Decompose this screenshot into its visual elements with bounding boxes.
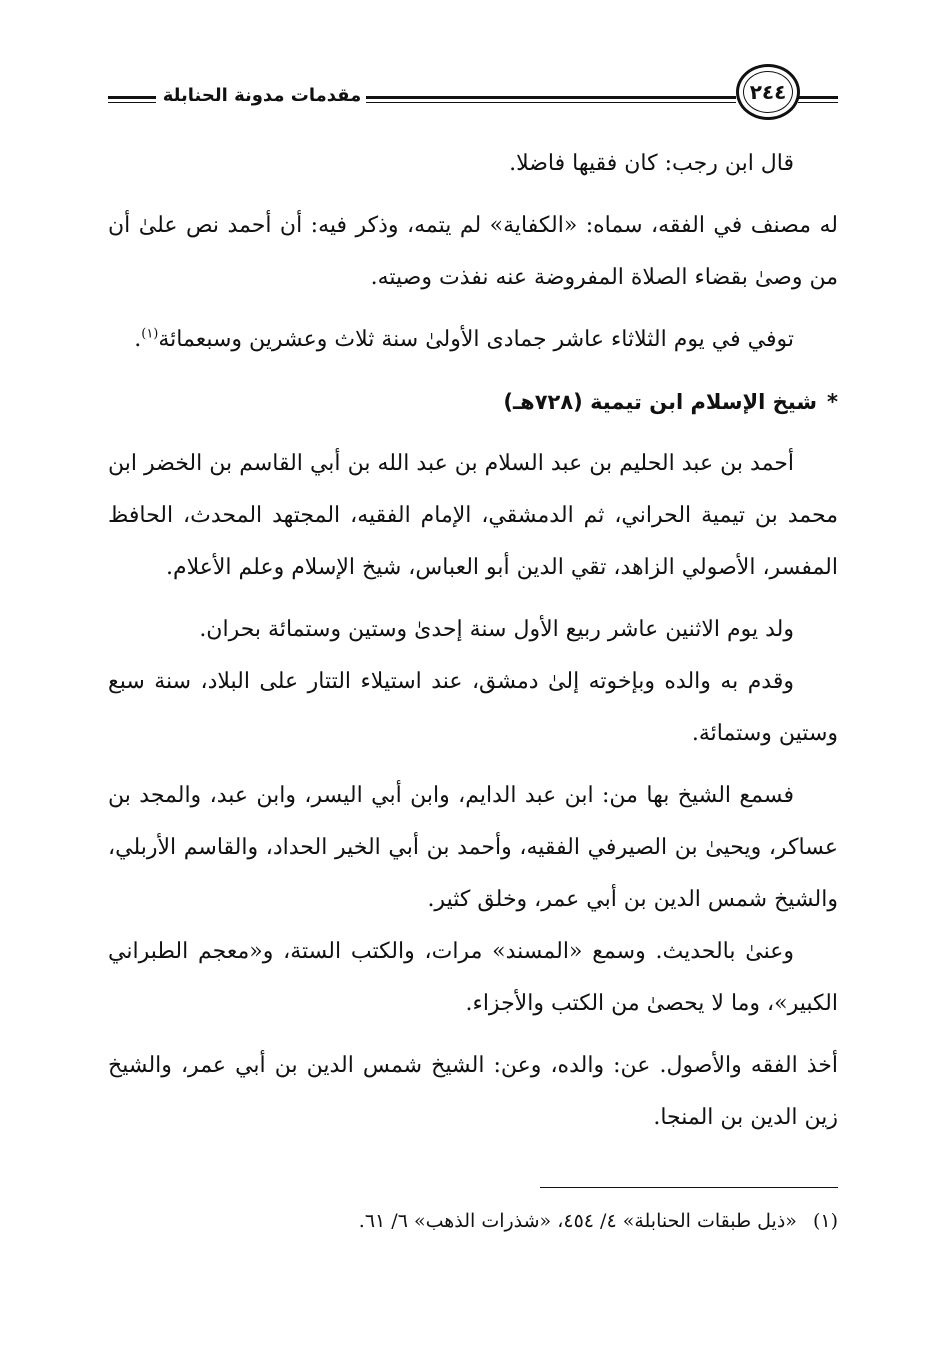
heading-text: شيخ الإسلام ابن تيمية (٧٢٨هـ): [503, 390, 818, 414]
page-number: ٢٤٤: [749, 80, 787, 104]
footnotes: [108, 1203, 838, 1239]
paragraph-4: أحمد بن عبد الحليم بن عبد السلام بن عبد الله بن أبي القاسم بن الخضر ابن محمد بن تيمية الحراني، ثم الدمشقي، الإمام الفقيه، المجتهد المحدث، الحافظ المفسر، الأصولي الزاهد، تقي الدين أبو العباس، شيخ الإسلام وعلم الأعلام.: [108, 451, 838, 580]
footnote: [108, 1203, 838, 1239]
page-number-oval: [736, 64, 800, 120]
heading-star: *: [827, 390, 838, 414]
paragraph-3-text: توفي في يوم الثلاثاء عاشر جمادى الأولىٰ سنة ثلاث وعشرين وسبعمائة: [158, 327, 794, 352]
body-text: [108, 138, 838, 1144]
paragraph-2: له مصنف في الفقه، سماه: «الكفاية» لم يتمه، وذكر فيه: أن أحمد نص علىٰ أن من وصىٰ بقضاء الصلاة المفروضة عنه نفذت وصيته.: [108, 213, 838, 290]
footnote-reference: (١): [141, 326, 159, 342]
header-rule-right: [798, 96, 838, 99]
paragraph-3-end: .: [134, 327, 142, 352]
paragraph-7: فسمع الشيخ بها من: ابن عبد الدايم، وابن أبي اليسر، وابن عبد، والمجد بن عساكر، ويحيىٰ بن الصيرفي الفقيه، وأحمد بن أبي الخير الحداد، والقاسم الأربلي، والشيخ شمس الدين بن أبي عمر، وخلق كثير.: [108, 783, 839, 912]
page-header: [108, 58, 838, 128]
section-heading: [108, 376, 838, 428]
running-title: مقدمات مدونة الحنابلة: [162, 85, 362, 106]
footnote-number: (١): [812, 1210, 838, 1232]
paragraph-3: [108, 314, 838, 366]
header-rule-middle: [366, 96, 736, 99]
paragraph-8: وعنىٰ بالحديث. وسمع «المسند» مرات، والكتب الستة، و«معجم الطبراني الكبير»، وما لا يحصىٰ من الكتب والأجزاء.: [108, 939, 838, 1016]
paragraph-1: قال ابن رجب: كان فقيها فاضلا.: [509, 151, 794, 176]
paragraph-5: ولد يوم الاثنين عاشر ربيع الأول سنة إحدىٰ وستين وستمائة بحران.: [199, 617, 794, 642]
paragraph-6: وقدم به والده وبإخوته إلىٰ دمشق، عند استيلاء التتار على البلاد، سنة سبع وستين وستمائة.: [108, 669, 838, 746]
footnote-separator: [540, 1187, 838, 1188]
header-rule-left: [108, 96, 156, 99]
footnote-text: «ذيل طبقات الحنابلة» ٤/ ٤٥٤، «شذرات الذهب» ٦/ ٦١.: [358, 1210, 797, 1232]
paragraph-9: أخذ الفقه والأصول. عن: والده، وعن: الشيخ شمس الدين بن أبي عمر، والشيخ زين الدين بن المنجا.: [108, 1053, 838, 1130]
